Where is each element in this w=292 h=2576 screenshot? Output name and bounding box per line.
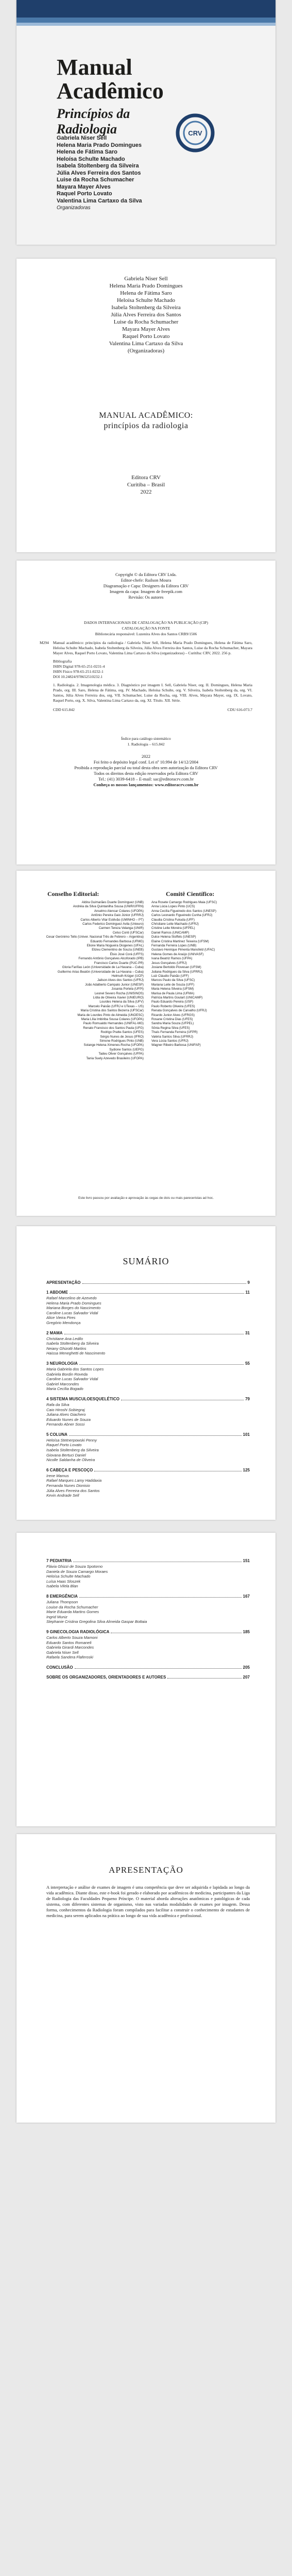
legal-line: Tel.: (41) 3039-6418 – E-mail: sac@editoracrv.com.br [98, 776, 194, 782]
cover-title [57, 56, 164, 137]
half-title-name: Helena de Fátima Saro [120, 290, 172, 296]
board-member: Maria Helena Silveira (UFSM) [151, 987, 194, 991]
summary-leader-dots [167, 1678, 241, 1679]
cover-organizers-label: Organizadoras [57, 205, 91, 211]
board-member: Carlos Leonardo Figueiredo Cunha (UFRJ) [151, 913, 213, 918]
cover-decorative-bars [16, 0, 276, 41]
cover-author: Isabela Stoltenberg da Silveira [57, 163, 139, 169]
board-member: Marcelo Paixão (UFRJ e UTexas – US) [88, 1004, 144, 1008]
scientific-committee-list [151, 901, 257, 1048]
board-member: Carmen Tereza Velanga (UNIR) [98, 926, 144, 930]
half-title-name: Raquel Porto Lovato [122, 333, 170, 340]
board-member: Paulo Eduardo Pereira (USP) [151, 1000, 194, 1004]
summary-leader-dots [79, 1597, 242, 1598]
summary-author: Gabriela Girardi Marcondes [46, 1645, 94, 1650]
cover-bar-dark [16, 0, 276, 18]
cover-bar-light [16, 23, 276, 26]
legal-line: Proibida a reprodução parcial ou total desta obra sem autorização da Editora CRV [74, 765, 218, 770]
board-member: Paulo Romualdo Hernandes (UNIFAL-MG) [83, 1022, 144, 1026]
board-member: Renata Gonçalves de Carvalho (UFRJ) [151, 1009, 207, 1013]
summary-author: Caroline Lucas Salvador Vidal [46, 1377, 98, 1382]
board-member: Lídia de Oliveira Xavier (UNIEURO) [93, 995, 144, 999]
summary-list-1 [46, 1275, 250, 1498]
catalog-isbn-digital: ISBN Digital 978-65-251-0231-4 [53, 664, 105, 669]
summary-leader-dots [82, 1283, 246, 1284]
board-member: Renato Francisco dos Santos Paula (UFG) [83, 1026, 144, 1030]
summary-author: Luísa Haas Sloszek [46, 1579, 81, 1584]
summary-author: Isabela Vilela Blan [46, 1584, 78, 1589]
cover-author: Luise da Rocha Schumacher [57, 177, 134, 183]
summary-author: Gabriela Bordin Roveda [46, 1371, 88, 1377]
summary-author: Rafael Marques Lamy Haddaxia [46, 1478, 102, 1483]
cover-bar-mid [16, 18, 276, 23]
summary-author: Daniela de Souza Camargo Moraes [46, 1569, 108, 1574]
publisher-city: Curitiba – Brasil [127, 482, 165, 488]
board-member: Elaine Cristina Martinez Teixeira (UFSM) [151, 939, 209, 943]
summary-entry-page: 167 [243, 1594, 250, 1599]
catalog-isbn-fisico: ISBN Físico 978-65-251-0232-1 [53, 669, 104, 674]
summary-entry[interactable] [46, 1665, 250, 1670]
board-member: Elizeu Clementino de Souza (UNEB) [92, 948, 144, 952]
copyright-line: Revisão: Os autores [128, 595, 164, 600]
board-member: Anna Cecília Figueiredo dos Santos (UNESP) [151, 909, 216, 913]
cover-subtitle-line1: Princípios da [57, 106, 130, 121]
board-member: Anselmo Alencar Colares (UFOPA) [94, 909, 144, 913]
summary-list-2 [46, 1553, 250, 1680]
board-member: Marcos Paulo da Silva (UFSC) [151, 978, 195, 982]
summary-entry-label: 6 CABEÇA E PESCOÇO [46, 1467, 93, 1472]
summary-author: Rafa da Silva [46, 1402, 70, 1407]
catalog-entry-code: M294 [40, 640, 49, 645]
summary-author: Haissa Meneghetti de Nascimento [46, 1351, 106, 1356]
board-member: Josiane Bertoldo Piovesan (UFSM) [151, 965, 201, 970]
summary-author: Gabriela Niser Sell [46, 1650, 79, 1655]
catalog-header [40, 620, 252, 637]
summary-entry-label: 7 PEDIATRIA [46, 1558, 72, 1563]
summary-author: Nicolle Saldanha de Oliveira [46, 1458, 95, 1463]
summary-author: Ingrid Muniz [46, 1614, 67, 1619]
board-member: Antônio Pereira Gaio Júnior (UFRRJ) [91, 913, 144, 918]
board-member: Jailson Alves dos Santos (UFRJ) [97, 978, 144, 982]
half-title-page [16, 259, 276, 552]
summary-author: Isabela Stoltenberg da Silveira [46, 1448, 99, 1453]
summary-author: Alice Vieira Pires [46, 1315, 76, 1320]
legal-line: Foi feito o depósito legal conf. Lei nº 10.994 de 14/12/2004 [93, 759, 199, 765]
board-member: Dulce Helena Stoffels (UNESP) [151, 935, 196, 939]
copyright-line: Copyright © da Editora CRV Ltda. [115, 572, 177, 577]
board-member: Wagner Ribeiro Barbosa (UNIFAP) [151, 1043, 201, 1047]
presentation-title: APRESENTAÇÃO [109, 1865, 183, 1875]
board-member: Sydione Santos (UEPG) [109, 1047, 144, 1052]
summary-entry-authors [46, 1296, 250, 1326]
cover-subtitle-line2: Radiologia [57, 122, 117, 137]
summary-author: Heloísa Stetnerpowski Penny [46, 1437, 97, 1443]
summary-entry[interactable] [46, 1468, 250, 1472]
editorial-board-list [38, 901, 144, 1061]
board-member: Mariana Leite de Souza (UFF) [151, 982, 195, 987]
scientific-committee-heading: Comitê Científico: [166, 890, 215, 897]
board-member: Elione Maria Nogueira Diogenes (UFAL) [87, 944, 144, 948]
catalog-doi: DOI 10.24824/978652510232.1 [53, 674, 102, 679]
summary-author: Maria Cecília Bogado [46, 1386, 83, 1392]
summary-author: Eduardo Nunes de Souza [46, 1417, 91, 1422]
summary-entry[interactable] [46, 1594, 250, 1599]
board-member: Daniel Ramos (UNICAMP) [151, 930, 190, 935]
catalog-record [40, 640, 252, 713]
summary-entry-page: 31 [245, 1330, 250, 1335]
copyright-line: Editor-chefe: Railson Moura [121, 578, 171, 583]
summary-leader-dots [79, 1364, 244, 1365]
cover-author: Valentina Lima Cartaxo da Silva [57, 197, 142, 204]
summary-author: Marie Eduarda Martins Gomes [46, 1609, 99, 1615]
board-member: Rosane Cristina Dias (UFES) [151, 1017, 193, 1021]
presentation-page [16, 1834, 276, 2123]
half-title-name: Mayara Mayer Alves [122, 326, 170, 332]
copyright-page [16, 561, 276, 865]
publisher-year: 2022 [140, 489, 152, 495]
board-member: Gustavo Henrique Pimenta Mansfeld (UFAC) [151, 948, 215, 952]
copyright-credits [40, 572, 252, 600]
summary-author: Fernando Abner Sossi [46, 1422, 85, 1427]
copyright-line: Imagem da capa: Imagem de freepik.com [109, 589, 183, 594]
board-member: Maria Cristina dos Santos Bezerra (UFSCar) [80, 1009, 144, 1013]
board-member: Christiane Leite Machado (UFRJ) [151, 922, 199, 926]
summary-entry-page: 55 [245, 1361, 250, 1366]
summary-author: Helena Maria Prado Domingues [46, 1300, 101, 1306]
summary-entry-label: 1 ABDOME [46, 1290, 68, 1295]
summary-author: Kevin Andrade Sell [46, 1493, 79, 1498]
summary-entry-label: 8 EMERGÊNCIA [46, 1594, 78, 1599]
board-member: Fernando Antônio Gonçalves Alcoforado (IPB) [78, 957, 144, 961]
board-member: Rodrigo Pratte-Santos (UFES) [100, 1030, 144, 1035]
board-member: Tadeu Oliver Gonçalves (UFPA) [98, 1052, 144, 1056]
board-member: Ana Rosete Camargo Rodrigues Maia (UFSC) [151, 901, 217, 904]
board-member: Maria de Lourdes Pinto de Almeida (UNOESC) [77, 1013, 144, 1017]
cover-author: Mayara Mayer Alves [57, 183, 111, 190]
summary-author: Eduardo Santos Romaneli [46, 1640, 92, 1645]
cover-author: Júlia Alves Ferreira dos Santos [57, 170, 141, 176]
summary-entry-label: SOBRE OS ORGANIZADORES, ORIENTADORES E AUTORES [46, 1674, 166, 1680]
summary-entry[interactable] [46, 1432, 250, 1437]
catalog-bib: Bibliografia [53, 659, 72, 664]
summary-author: Irene Mamus [46, 1473, 69, 1478]
summary-author: Isabela Stoltenberg da Silveira [46, 1341, 99, 1346]
summary-entry-label: APRESENTAÇÃO [46, 1280, 81, 1285]
summary-title: SUMÁRIO [123, 1256, 169, 1266]
cover-authors [57, 135, 142, 212]
board-member: Simone Rodrigues Pinto (UNB) [99, 1039, 144, 1043]
summary-entry-authors [46, 1564, 250, 1589]
summary-entry[interactable] [46, 1675, 250, 1680]
copyright-line: Diagramação e Capa: Designers da Editora CRV [103, 583, 189, 588]
summary-author: Juliana Alves Giachero [46, 1412, 86, 1417]
editorial-board-heading: Conselho Editorial: [47, 890, 99, 897]
half-title-name: Gabriela Niser Sell [124, 276, 168, 282]
board-member: Solange Helena Ximenes-Rocha (UFOPA) [83, 1043, 144, 1047]
board-member: Élsio José Corá (UFFS) [110, 952, 144, 956]
crv-logo-icon [173, 111, 217, 155]
summary-author: Júlia Alves Ferreira dos Santos [46, 1488, 100, 1493]
board-member: Anna Lúcia Lopes Pinto (UCS) [151, 905, 195, 909]
cover-author: Raquel Porto Lovato [57, 191, 112, 197]
board-member: Juliana Rodrigues da Silva (UFRRJ) [151, 970, 203, 974]
crv-logo-text: CRV [188, 129, 202, 137]
summary-entry-authors [46, 1438, 250, 1463]
summary-entry-authors [46, 1367, 250, 1392]
summary-entry[interactable] [46, 1361, 250, 1366]
summary-entry-label: 2 MAMA [46, 1330, 63, 1335]
editorial-board-page [16, 871, 276, 1216]
summary-author: Rafael Marcelino de Azevedo [46, 1296, 97, 1300]
summary-entry-label: CONCLUSÃO [46, 1665, 73, 1670]
half-title-names [16, 275, 276, 354]
board-member: Francisco Carlos Duarte (PUC-PR) [94, 961, 144, 965]
legal-line: Todos os direitos desta edição reservados pela Editora CRV [94, 771, 198, 776]
summary-author: Giovana Bertuci Daniel [46, 1452, 86, 1458]
half-title-name: Helena Maria Prado Domingues [109, 283, 183, 289]
board-member: Sônia Regina Silva (UFES) [151, 1026, 190, 1030]
summary-entry-label: 4 SISTEMA MUSCULOESQUELÉTICO [46, 1396, 119, 1401]
half-title-name: Isabela Stoltenberg da Silveira [111, 304, 181, 311]
summary-author: Carlos Alberto Souza Mamoni [46, 1635, 98, 1640]
board-member: Paulo Roberto Oliveira (UFES) [151, 1004, 195, 1008]
board-member: Carlos Federico Dominguez Avila (Unieuro) [82, 922, 144, 926]
summary-entry-label: 5 COLUNA [46, 1432, 67, 1437]
board-member: Aldira Guimarães Duarte Domínguez (UNB) [81, 901, 144, 904]
legal-year: 2022 [142, 754, 150, 759]
board-member: Leonel Severo Rocha (UNISINOS) [94, 991, 144, 995]
summary-page-2 [16, 1533, 276, 1826]
presentation-text: A interpretação e análise de exames de imagem é uma competência que deve ser adquirida e lapidada ao longo da vida acadêmica. Diante disso, este e-book foi gerado e elaborado por acadêmicos de medicina, participantes da Liga de Radiologia das Faculdades Pequeno Príncipe. O material aborda alterações anatômicas e patológicas de cada sistema, com diferentes sistemas de organismo, visto nas variadas modalidades de exames por imagem. Dessa forma, conhecimentos da Radiologia foram compilados para facilitar a construir o conhecimento de estudantes de medicina, para serem aplicados na prática ao longo de sua vida acadêmica e profissional. [46, 1885, 250, 1918]
cover-author: Helena de Fátima Saro [57, 149, 117, 155]
board-member: Claudia Cristina Fukuda (UFF) [151, 918, 195, 922]
board-member: Sandra Maria Souza (UFPEL) [151, 1022, 194, 1026]
summary-entry-authors [46, 1402, 250, 1427]
summary-entry-authors [46, 1635, 250, 1660]
board-member: Andréia da Silva Quintanilha Sousa (UNIR/UFRN) [73, 905, 144, 909]
catalog-line: CATALOGAÇÃO NA FONTE [122, 626, 170, 631]
catalog-index-item: 1. Radiologia – 615.842 [127, 742, 165, 747]
board-member: Eduardo Fernandes Barbosa (UFMG) [90, 939, 144, 943]
summary-entry-page: 79 [245, 1396, 250, 1401]
cover-page [16, 0, 276, 245]
half-title-name: Júlia Alves Ferreira dos Santos [111, 312, 181, 318]
board-member: Helmuth Krüger (UCP) [111, 974, 144, 978]
summary-entry-page: 151 [243, 1558, 250, 1563]
summary-entry-page: 125 [243, 1467, 250, 1472]
board-member: Cesar Gerónimo Tello (Univer. Nacional Três de Febrero – Argentina) [46, 935, 144, 939]
catalog-record-text: Manual acadêmico: princípios da radiologia / Gabriela Niser Sell, Helena Maria Prado Domingues, Helena de Fátima Saro, Heloísa Schulte Machado, Isabela Stoltenberg da Silveira, Júlia Alves Ferreira dos Santos, Luise da Rocha Schumacher, Mayara Mayer Alves, Raquel Porto Lovato, Valentina Lima Cartaxo da Silva (organizadoras) – Curitiba: CRV, 2022. 256 p. [53, 640, 252, 655]
summary-author: Gabriel Marcondes [46, 1381, 79, 1386]
cover-author: Helena Maria Prado Domingues [57, 142, 142, 148]
half-title-line1: MANUAL ACADÊMICO: [99, 411, 193, 420]
summary-author: Juliana Thompson [46, 1599, 78, 1604]
summary-entry-page: 11 [245, 1290, 250, 1295]
board-member: Maria Lília Imbiriba Sousa Colares (UFOPA) [81, 1017, 144, 1021]
publisher-name: Editora CRV [131, 474, 161, 481]
half-title-name: (Organizadoras) [127, 348, 165, 354]
board-member: Vera Lúcia Santos (UFRJ) [151, 1039, 188, 1043]
board-member: Ricardo Junior Alves (UFRGS) [151, 1013, 195, 1017]
summary-entry-page: 9 [247, 1280, 250, 1285]
catalog-head: DADOS INTERNACIONAIS DE CATALOGAÇÃO NA PUBLICAÇÃO (CIP) [83, 620, 209, 625]
review-note: Este livro passou por avaliação e aprovação às cegas de dois ou mais pareceristas ad hoc. [78, 1196, 214, 1200]
board-member: Carlos Alberto Vilar Estêvão (UMINHO – PT) [80, 918, 144, 922]
summary-leader-dots [75, 1668, 242, 1669]
summary-author: Neiany Ghizotti Martins [46, 1346, 87, 1351]
summary-entry-page: 185 [243, 1629, 250, 1634]
board-member: Thaís Fernanda Ferreira (UFPR) [151, 1030, 198, 1035]
half-title-name: Valentina Lima Cartaxo da Silva [109, 341, 183, 347]
summary-entry-label: 3 NEUROLOGIA [46, 1361, 78, 1366]
cover-author: Heloísa Schulte Machado [57, 156, 125, 162]
board-member: Lourdes Helena da Silva (UFV) [99, 1000, 144, 1004]
summary-page-1 [16, 1226, 276, 1520]
board-member: Valéria Santos Silva (UFRRJ) [151, 1035, 194, 1039]
summary-author: Flávia Ghizzi de Souza Spotorno [46, 1564, 103, 1569]
board-member: Tania Suely Azevedo Brasileiro (UFOPA) [86, 1056, 144, 1060]
summary-entry-authors [46, 1473, 250, 1498]
board-member: Josania Portela (UFPI) [111, 987, 144, 991]
summary-entry[interactable] [46, 1290, 250, 1295]
half-title-line2: princípios da radiologia [104, 421, 188, 430]
summary-entry[interactable] [46, 1630, 250, 1634]
cover-author: Gabriela Niser Sell [57, 135, 107, 141]
board-member: Patrícia Martins Goulart (UNICAMP) [151, 995, 203, 999]
summary-author: Gregório Mendonça [46, 1320, 81, 1325]
catalog-cdd: CDD 615.842 [53, 707, 75, 712]
board-member: Luiz Cláudio Paixão (UFF) [151, 974, 189, 978]
summary-entry-authors [46, 1336, 250, 1356]
summary-author: Stephanie Cristina Gregolina Silva Almeida Gaspar Bottaia [46, 1619, 147, 1624]
catalog-index [40, 736, 252, 747]
board-member: Ivana Beatriz Ramos (UFPA) [151, 957, 193, 961]
summary-leader-dots [70, 1293, 244, 1294]
summary-entry[interactable] [46, 1558, 250, 1563]
board-member: Helena Gomes de Araújo (UNIVASF) [151, 952, 204, 956]
board-member: João Adalberto Campato Junior (UNESP) [85, 982, 144, 987]
summary-author: Caroline Lucas Salvador Vidal [46, 1310, 98, 1315]
summary-entry-page: 205 [243, 1665, 250, 1670]
half-title-name: Heloísa Schulte Machado [116, 297, 176, 303]
board-member: Guillermo Arias Beatón (Universidade de La Havana – Cuba) [57, 970, 144, 974]
summary-author: Mariana Borges do Nascimento [46, 1306, 101, 1311]
half-title-book-title [16, 411, 276, 431]
board-member: Jesus Gonçalves (UFRJ) [151, 961, 187, 965]
board-member: Celso Conti (UFSCar) [112, 930, 144, 935]
summary-author: Raquel Porto Lovato [46, 1443, 82, 1448]
catalog-subjects: 1. Radiologia. 2. Imagenologia médica. 3. Diagnóstico por imagem I. Sell, Gabriela Niser, org. II. Domingues, Helena Maria Prado, org. III. Saro, Helena de Fátima, org. IV. Machado, Heloísa Schulte, org. V. Silveira, Isabela Stoltenberg da, org. VI. Santos, Júlia Alves Ferreira dos, org. VII. Schumacher, Luise da Rocha, org. VIII. Alves, Mayara Mayer, org. IX. Lovato, Raquel Porto, org. X. Silva, Valentina Lima Cartaxo da, org. XI. Título. XII. Série. [53, 683, 252, 703]
summary-author: Christiane Ana Ledilo [46, 1336, 83, 1341]
summary-author: Caio Hiroshi Sobiegraj [46, 1407, 85, 1412]
board-member: Marisa de Paula Lima (UFMA) [151, 991, 195, 995]
summary-author: Louise da Rocha Schumacher [46, 1604, 98, 1609]
summary-entry-page: 207 [243, 1674, 250, 1680]
board-member: Fernanda Ferreira Lopes (UNB) [151, 944, 197, 948]
half-title-name: Luise da Rocha Schumacher [113, 319, 179, 325]
board-member: Cristine Leite Moreira (UFPEL) [151, 926, 195, 930]
catalog-cdu: CDU 616-073.7 [227, 707, 252, 712]
summary-entry-label: 9 GINECOLOGIA RADIOLÓGICA [46, 1629, 110, 1634]
summary-entry-page: 101 [243, 1432, 250, 1437]
legal-line: Conheça os nossos lançamentos: www.editoracrv.com.br [93, 782, 199, 787]
summary-entry-authors [46, 1600, 250, 1624]
summary-author: Fernanda Nunes Dionisio [46, 1483, 90, 1488]
summary-entry[interactable] [46, 1280, 250, 1285]
half-title-publisher [16, 474, 276, 496]
board-member: Gloria Fariñas León (Universidade de La Havana – Cuba) [62, 965, 144, 970]
summary-author: Rafaela Sandera Flaferoski [46, 1655, 93, 1660]
catalog-line: Bibliotecária responsável: Luzenira Alves dos Santos CRB9/1506 [95, 632, 197, 636]
summary-author: Heloísa Schulte Machado [46, 1574, 91, 1579]
summary-entry[interactable] [46, 1331, 250, 1335]
legal-notices [40, 754, 252, 788]
summary-author: Maria Gabriela dos Santos Lopes [46, 1366, 104, 1371]
summary-leader-dots [69, 1435, 242, 1436]
cover-title-line2: Acadêmico [57, 78, 164, 104]
summary-entry[interactable] [46, 1397, 250, 1401]
cover-title-line1: Manual [57, 55, 132, 80]
board-member: Sérgio Nunes de Jesus (IFRO) [100, 1035, 144, 1039]
catalog-index-head: Índice para catálogo sistemático [121, 736, 171, 741]
